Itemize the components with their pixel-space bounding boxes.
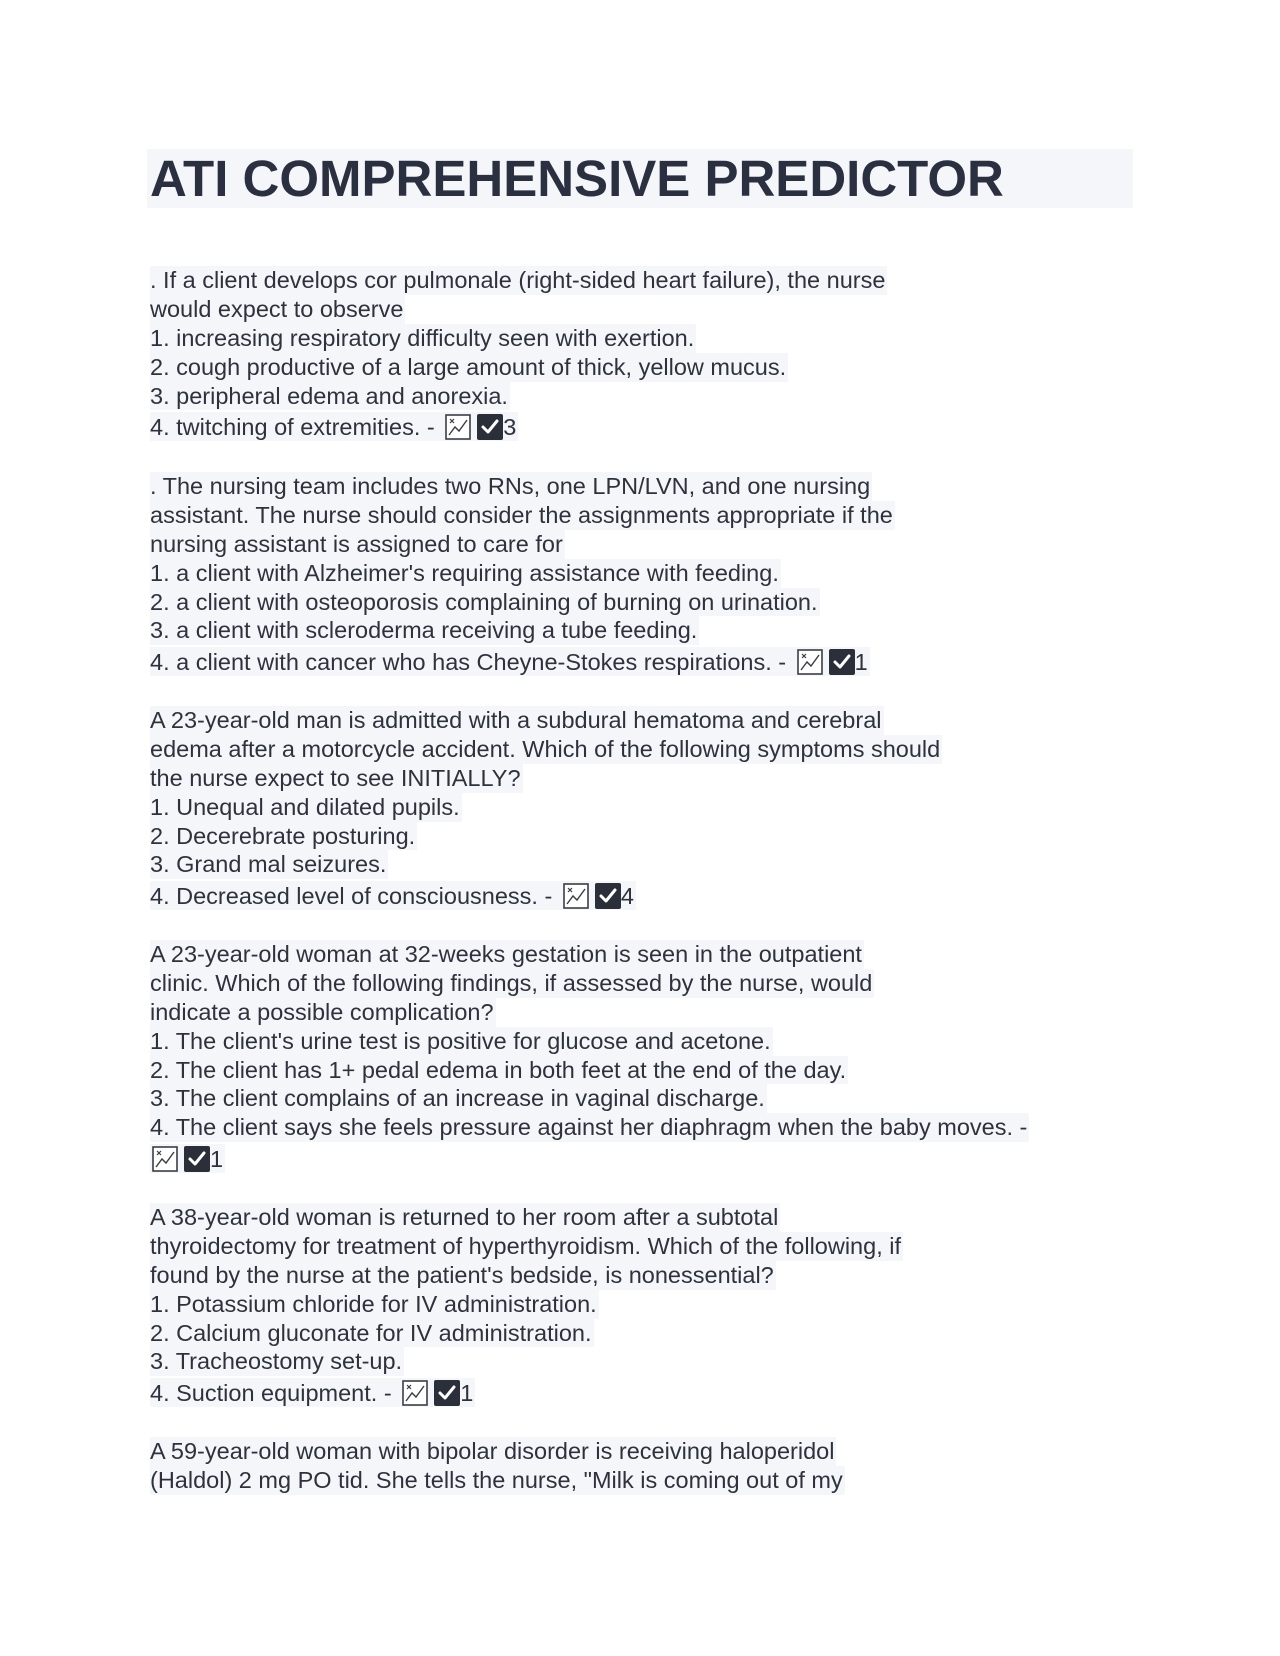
- answer-option: 2. Decerebrate posturing.: [150, 822, 416, 849]
- image-placeholder-icon: [402, 1380, 428, 1406]
- answer-option: 2. Calcium gluconate for IV administration.: [150, 1319, 592, 1346]
- correct-answer: 1: [460, 1380, 474, 1407]
- answer-option: 4. The client says she feels pressure against her diaphragm when the baby moves. -: [150, 1114, 1028, 1141]
- question-block: [150, 940, 1150, 1173]
- answer-option: 2. cough productive of a large amount of thick, yellow mucus.: [150, 353, 787, 380]
- question-block: [150, 706, 1150, 910]
- checkmark-icon: [829, 649, 855, 675]
- checkmark-icon: [184, 1146, 210, 1172]
- question-stem-line: edema after a motorcycle accident. Which of the following symptoms should: [150, 735, 941, 762]
- question-stem-line: (Haldol) 2 mg PO tid. She tells the nurse, "Milk is coming out of my: [150, 1466, 843, 1493]
- correct-answer: 3: [503, 414, 517, 441]
- question-stem-line: A 23-year-old woman at 32-weeks gestation is seen in the outpatient: [150, 941, 862, 967]
- checkmark-icon: [595, 883, 621, 909]
- correct-answer: 4: [620, 883, 634, 910]
- question-stem-line: nursing assistant is assigned to care for: [150, 530, 563, 557]
- answer-option: 1. The client's urine test is positive for glucose and acetone.: [150, 1027, 771, 1054]
- answer-key: [150, 1144, 1150, 1173]
- image-placeholder-icon: [445, 414, 471, 440]
- answer-option: 2. The client has 1+ pedal edema in both feet at the end of the day.: [150, 1056, 847, 1083]
- answer-option: 3. a client with scleroderma receiving a tube feeding.: [150, 617, 698, 644]
- answer-option: 3. Grand mal seizures.: [150, 851, 387, 878]
- answer-option: 2. a client with osteoporosis complaining of burning on urination.: [150, 588, 818, 615]
- question-stem-line: assistant. The nurse should consider the assignments appropriate if the: [150, 501, 893, 528]
- question-stem-line: . If a client develops cor pulmonale (right-sided heart failure), the nurse: [150, 267, 886, 293]
- answer-option-with-key: 4. twitching of extremities. - 3: [150, 414, 517, 441]
- answer-option: 1. a client with Alzheimer's requiring assistance with feeding.: [150, 559, 779, 586]
- answer-option-with-key: 4. Decreased level of consciousness. - 4: [150, 883, 634, 910]
- question-stem-line: clinic. Which of the following findings, if assessed by the nurse, would: [150, 969, 873, 996]
- question-stem-line: . The nursing team includes two RNs, one LPN/LVN, and one nursing: [150, 473, 871, 499]
- correct-answer: 1: [210, 1146, 224, 1173]
- question-stem-line: found by the nurse at the patient's bedside, is nonessential?: [150, 1261, 774, 1288]
- question-block: [150, 1203, 1150, 1407]
- answer-option: 3. Tracheostomy set-up.: [150, 1348, 403, 1375]
- answer-option: 1. increasing respiratory difficulty seen with exertion.: [150, 324, 695, 351]
- image-placeholder-icon: [797, 649, 823, 675]
- image-placeholder-icon: [563, 883, 589, 909]
- correct-answer: 1: [854, 649, 868, 676]
- checkmark-icon: [434, 1380, 460, 1406]
- question-block: [150, 472, 1150, 676]
- question-stem-line: A 38-year-old woman is returned to her room after a subtotal: [150, 1204, 779, 1230]
- answer-option: 3. peripheral edema and anorexia.: [150, 382, 508, 409]
- question-block: [150, 1437, 1150, 1495]
- question-stem-line: A 23-year-old man is admitted with a subdural hematoma and cerebral: [150, 707, 882, 733]
- image-placeholder-icon: [152, 1146, 178, 1172]
- answer-option: 1. Unequal and dilated pupils.: [150, 793, 460, 820]
- question-stem-line: indicate a possible complication?: [150, 998, 494, 1025]
- question-stem-line: thyroidectomy for treatment of hyperthyroidism. Which of the following, if: [150, 1232, 902, 1259]
- question-block: [150, 266, 1150, 441]
- question-stem-line: the nurse expect to see INITIALLY?: [150, 764, 521, 791]
- answer-option-with-key: 4. Suction equipment. - 1: [150, 1380, 474, 1407]
- answer-option: 3. The client complains of an increase in vaginal discharge.: [150, 1085, 765, 1112]
- answer-option: 1. Potassium chloride for IV administration.: [150, 1290, 597, 1317]
- checkmark-icon: [477, 414, 503, 440]
- question-stem-line: would expect to observe: [150, 295, 404, 322]
- answer-option-with-key: 4. a client with cancer who has Cheyne-Stokes respirations. - 1: [150, 649, 868, 676]
- page-title: ATI COMPREHENSIVE PREDICTOR: [150, 150, 1004, 207]
- question-stem-line: A 59-year-old woman with bipolar disorder is receiving haloperidol: [150, 1438, 835, 1464]
